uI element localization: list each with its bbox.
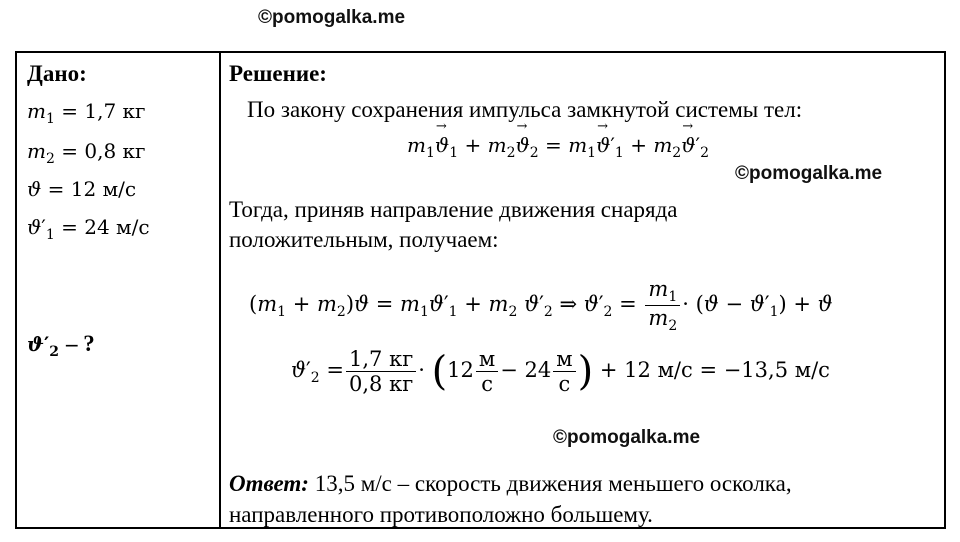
watermark-bottom: ©pomogalka.me xyxy=(553,427,701,448)
given-velocity1-prime: $ϑ'_1 = 24$ м/с xyxy=(27,215,150,243)
solution-table xyxy=(15,51,946,529)
solution-column xyxy=(221,53,944,527)
numeric-mass1: 1,7 кг xyxy=(346,347,416,372)
solution-title: Решение: xyxy=(229,61,327,86)
watermark-middle: ©pomogalka.me xyxy=(735,163,883,184)
then-text-line1: Тогда, приняв направление движения снаряда xyxy=(229,197,678,222)
answer-line1 xyxy=(229,471,792,497)
numeric-calculation: $ϑ'_2$ = $\frac{1,7 кг}{0,8 кг}$ · (12 $\frac{м}{с}$ − 24 $\frac{м}{с}$ ) + 12 м/с = −13,5 м/с xyxy=(291,347,830,397)
given-column xyxy=(17,53,219,527)
mass-ratio-fraction: $\frac{m_1}{m_2}$ xyxy=(645,277,680,334)
numeric-v2: 24 xyxy=(524,358,552,383)
given-unknown-mark: – ? xyxy=(65,331,95,356)
given-velocity-value: 12 м/с xyxy=(70,177,137,201)
derived-equation: $(m_1 + m_2)ϑ = m_1ϑ'_1 + m_2$ $ϑ'_2$ ⇒ $ϑ'_2$ = $\frac{m_1}{m_2}$ · $(ϑ - ϑ'_1) + ϑ$ xyxy=(249,277,833,335)
given-mass1: $m_1 = 1,7$ кг xyxy=(27,99,146,127)
numeric-result: = −13,5 м/с xyxy=(699,358,830,383)
unit-meters: м xyxy=(476,347,498,372)
numeric-plus-term: + 12 м/с xyxy=(599,358,693,383)
momentum-equation: $m_1\to ϑ_1 + m_2\to ϑ_2 = m_1\to ϑ'_1 + m_2\to ϑ'_2$ xyxy=(407,133,709,161)
answer-text-1: 13,5 м/с – скорость движения меньшего осколка, xyxy=(314,471,792,496)
watermark-top: ©pomogalka.me xyxy=(258,7,406,28)
given-velocity: ϑ = 12 м/с xyxy=(27,177,137,201)
numeric-v1: 12 xyxy=(447,358,474,383)
given-unknown: $ϑ'_2$ – ? xyxy=(27,331,95,360)
unit-seconds: с xyxy=(481,372,493,397)
unit-meters-2: м xyxy=(553,347,575,372)
given-title: Дано: xyxy=(27,61,87,86)
answer-line2: направленного противоположно большему. xyxy=(229,502,653,527)
unit-seconds-2: с xyxy=(558,372,571,397)
given-mass2-value: 0,8 кг xyxy=(84,139,146,163)
numeric-mass-fraction xyxy=(346,347,416,396)
law-text: По закону сохранения импульса замкнутой системы тел: xyxy=(247,97,803,122)
then-text-line2: положительным, получаем: xyxy=(229,227,499,252)
given-mass1-value: 1,7 кг xyxy=(84,99,146,123)
answer-label: Ответ: xyxy=(229,471,309,496)
given-mass2: $m_2 = 0,8$ кг xyxy=(27,139,146,167)
numeric-mass2: 0,8 кг xyxy=(349,372,414,397)
given-velocity1-prime-value: 24 м/с xyxy=(84,215,150,239)
